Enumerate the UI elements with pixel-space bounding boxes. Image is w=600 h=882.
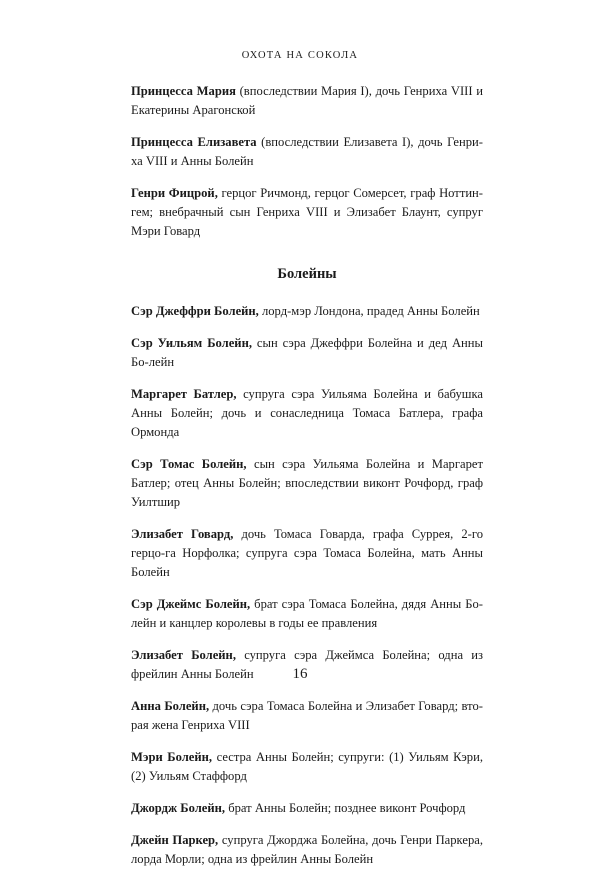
entry-thomas-boleyn	[131, 455, 483, 512]
entry-name: Генри Фицрой,	[131, 186, 218, 200]
entry-name: Элизабет Болейн,	[131, 648, 236, 662]
entry-name: Принцесса Мария	[131, 84, 236, 98]
entry-text: супруга Джорджа Болейна, дочь Генри Паркера, лорда Морли; одна из фрейлин Анны Болейн	[131, 833, 483, 866]
entry-name: Анна Болейн,	[131, 699, 210, 713]
entry-text: лорд-мэр Лондона, прадед Анны Болейн	[258, 304, 480, 318]
entry-name: Сэр Уильям Болейн,	[131, 336, 252, 350]
section-title: Болейны	[277, 266, 337, 282]
entry-text: сын сэра Джеффри Болейна и дед Анны Бо-лейн	[131, 336, 483, 369]
entry-text: дочь сэра Томаса Болейна и Элизабет Говард; вто-рая жена Генриха VIII	[131, 699, 484, 732]
entry-margaret-butler	[131, 385, 483, 442]
entry-anne-boleyn	[131, 697, 483, 735]
page-content	[131, 82, 483, 882]
entry-jane-parker	[131, 831, 483, 869]
entry-henry-fitzroy	[131, 184, 483, 241]
entry-george-boleyn	[131, 799, 483, 818]
entry-text: брат Анны Болейн; позднее виконт Рочфорд	[225, 801, 466, 815]
entry-william-boleyn	[131, 334, 483, 372]
entry-text: брат сэра Томаса Болейна, дядя Анны Бо-лейн и канцлер королевы в годы ее правления	[131, 597, 483, 630]
running-head: ОХОТА НА СОКОЛА	[241, 50, 359, 61]
entry-name: Джордж Болейн,	[131, 801, 226, 815]
entry-text: супруга сэра Джеймса Болейна; одна из фрейлин Анны Болейн	[131, 648, 483, 681]
entry-text: дочь Томаса Говарда, графа Суррея, 2-го герцо-га Норфолка; супруга сэра Томаса Болейна, мать Анны Болейн	[131, 527, 483, 579]
entry-name: Мэри Болейн,	[131, 750, 213, 764]
entry-text: сестра Анны Болейн; супруги: (1) Уильям Кэри, (2) Уильям Стаффорд	[131, 750, 483, 783]
entry-name: Сэр Томас Болейн,	[131, 457, 247, 471]
entry-name: Элизабет Говард,	[131, 527, 234, 541]
entry-elizabeth-howard	[131, 525, 483, 582]
entry-name: Сэр Джеймс Болейн,	[131, 597, 251, 611]
entry-princess-elizabeth	[131, 133, 483, 171]
entry-name: Маргарет Батлер,	[131, 387, 237, 401]
entry-geoffrey-boleyn	[131, 302, 483, 321]
entry-james-boleyn	[131, 595, 483, 633]
entry-text: сын сэра Уильяма Болейна и Маргарет Батлер; отец Анны Болейн; впоследствии виконт Рочфорд, граф Уилтшир	[131, 457, 483, 509]
page-number: 16	[292, 666, 308, 682]
entry-name: Принцесса Елизавета	[131, 135, 257, 149]
entry-name: Джейн Паркер,	[131, 833, 219, 847]
entry-text: супруга сэра Уильяма Болейна и бабушка Анны Болейн; дочь и сонаследница Томаса Батлера, графа Ормонда	[131, 387, 483, 439]
entry-name: Сэр Джеффри Болейн,	[131, 304, 259, 318]
entry-text: (впоследствии Елизавета I), дочь Генри-ха VIII и Анны Болейн	[131, 135, 483, 168]
entry-mary-boleyn	[131, 748, 483, 786]
entry-text: герцог Ричмонд, герцог Сомерсет, граф Ноттин-гем; внебрачный сын Генриха VIII и Элизабет Блаунт, супруг Мэри Говард	[131, 186, 483, 238]
entry-princess-mary	[131, 82, 483, 120]
entry-text: (впоследствии Мария I), дочь Генриха VIII и Екатерины Арагонской	[131, 84, 483, 117]
